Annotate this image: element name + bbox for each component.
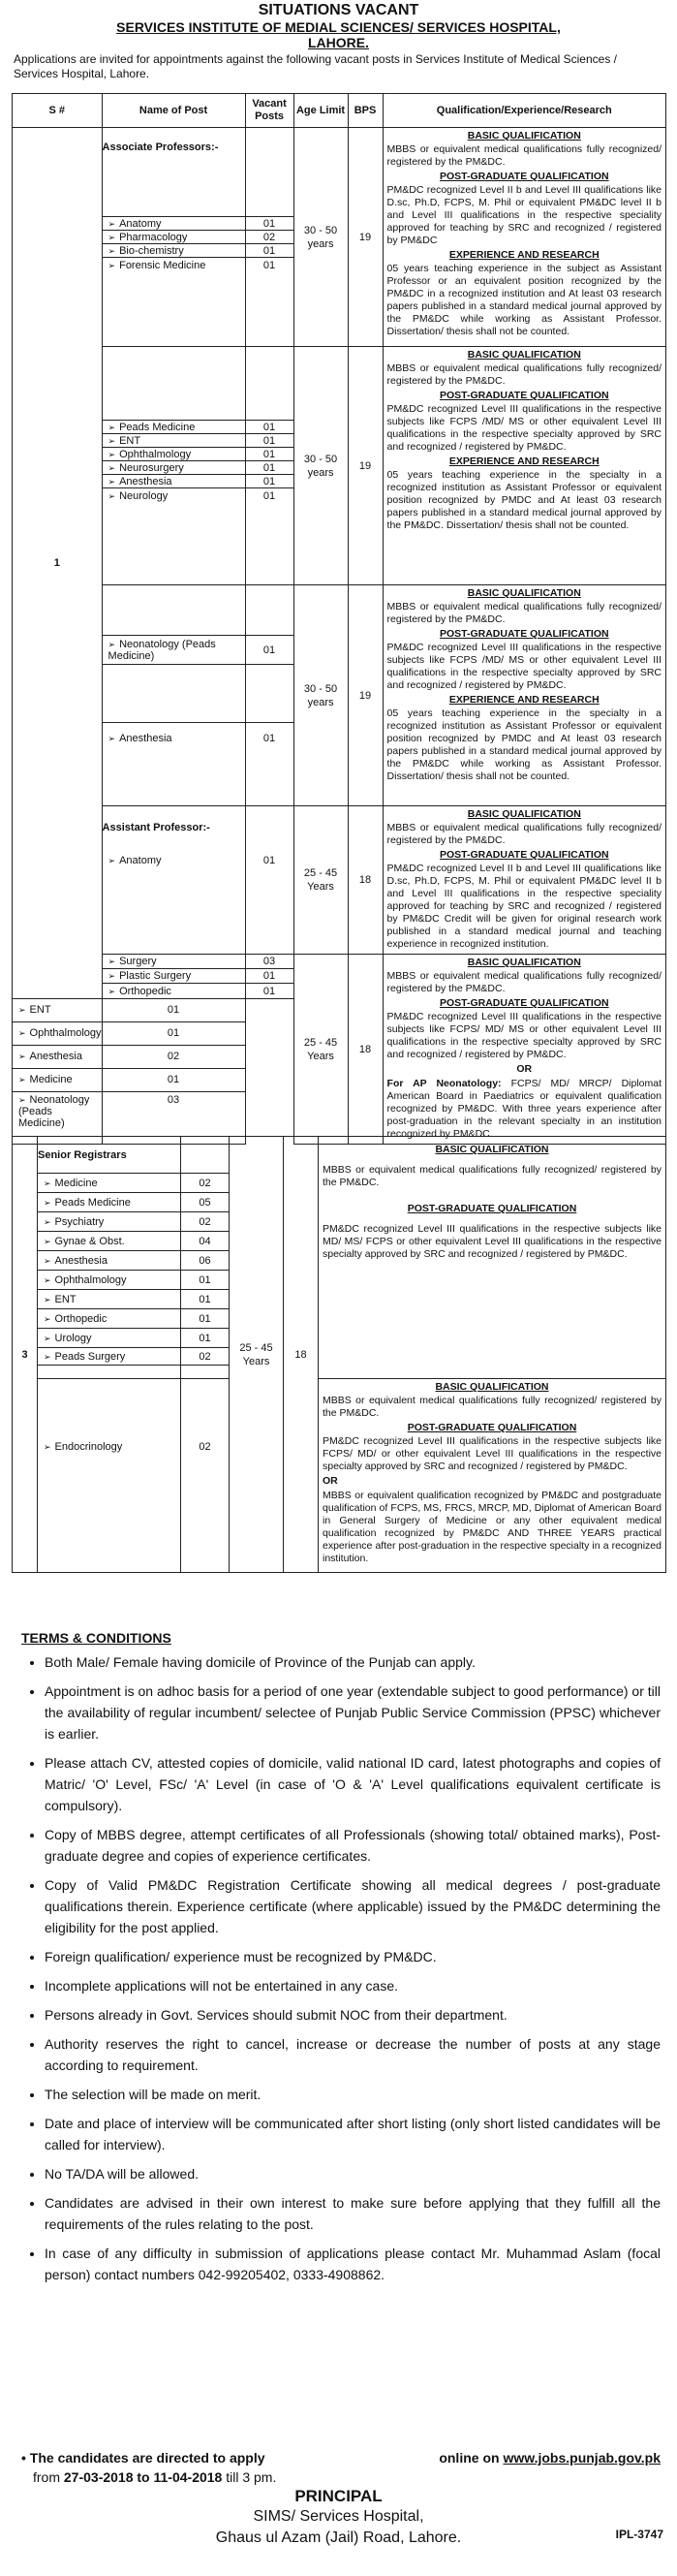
table-row: ➢ ENT 01 xyxy=(13,1290,666,1309)
list-item: • Appointment is on adhoc basis for a period of one year (extendable subject to good performance) or till the availability of regular incumbent/ selectee of Punjab Public Service Commission (PPSC) whichever is earlier. xyxy=(45,1681,661,1744)
post-name: Anesthesia xyxy=(119,733,172,744)
table-row: ➢ ENT 01 xyxy=(13,434,666,448)
post-name: Urology xyxy=(54,1332,92,1344)
or-text: OR xyxy=(323,1475,338,1487)
post-name: Pharmacology xyxy=(119,231,188,243)
bps: 18 xyxy=(284,1137,319,1573)
list-item: • No TA/DA will be allowed. xyxy=(45,2163,661,2184)
age-limit: 25 - 45 Years xyxy=(293,806,348,955)
jobs-portal-link[interactable]: www.jobs.punjab.gov.pk xyxy=(503,2450,661,2466)
vacant-count: 01 xyxy=(245,969,293,984)
qual-text: PM&DC recognized Level III qualifications in the respective subjects like FCPS/ MD/ or other equivalent Level III qualifications in the respective specialty approved by SRC and recognized / registered by PM&DC. xyxy=(323,1435,662,1472)
qual-text: 05 years teaching experience in the specialty in a recognized institution as Assistant Professor or equivalent position recognized by PMDC and At least 03 research papers published in a standard medical journal approved by the PM&DC while working as Assistant Professor. Dissertation/ thesis shall not be counted. xyxy=(386,707,662,782)
group-title: Associate Professors:- xyxy=(102,128,245,167)
qual-text: 05 years teaching experience in the specialty in a recognized institution as Assistant Professor or equivalent position recognized by PMDC and At least 03 research papers published in a standard medical journal approved by the PM&DC. Dissertation/ thesis shall not be counted. xyxy=(386,469,662,531)
qual-text: PM&DC recognized Level III qualifications in the respective subjects like FCPS/ MD/ MS or other equivalent Level III qualifications in the respective specialty approved by SRC and recognized / registered by PM&DC. xyxy=(386,1011,662,1060)
table-row: ➢ Neonatology (Peads Medicine) 03 xyxy=(13,1091,666,1144)
qual-text: 05 years teaching experience in the subject as Assistant Professor or an equivalent position recognized by the PM&DC in a recognized institution and At least 03 research papers published in a standard medical journal approved by the PM&DC while working as Assistant Professor. Dissertation/ thesis shall not be counted. xyxy=(386,263,662,337)
post-name: ENT xyxy=(54,1293,77,1305)
list-item: • Candidates are advised in their own interest to make sure before applying that they fulfill all the requirements of the rules relating to the post. xyxy=(45,2192,661,2235)
post-name: Anatomy xyxy=(119,854,162,866)
vacant-count: 01 xyxy=(102,998,245,1021)
table-row: ➢ Surgery 03 25 - 45 Years 18 BASIC QUALIFICATION MBBS or equivalent medical qualifications fully recognized/ registered by the PM&DC. POST-GRADUATE QUALIFICATION PM&DC recognized Level III qualifications in the respective subjects like FCPS/ MD/ MS or other equivalent Level III qualifications in the respective specialty approved by SRC and recognized / registered by PM&DC. OR For AP Neonatology: FCPS/ MD/ MRCP/ Diplomat American Board in Paediatrics or equivalent qualification recognized by PM&DC. With three years experience after post-graduation in the relevant specialty in an institution recognized by PM&DC. xyxy=(13,955,666,969)
table-row: ➢ Orthopedic 01 xyxy=(13,984,666,998)
vacant-count: 01 xyxy=(245,434,293,448)
vacant-count: 01 xyxy=(102,1068,245,1091)
qual-text: MBBS or equivalent medical qualifications fully recognized/ registered by the PM&DC. xyxy=(323,1164,662,1188)
age-limit: 25 - 45 Years xyxy=(230,1137,284,1573)
qual-heading: POST-GRADUATE QUALIFICATION xyxy=(439,628,609,640)
vacant-count: 02 xyxy=(181,1348,230,1366)
post-name: Neonatology (Peads Medicine) xyxy=(108,638,216,662)
list-item: • In case of any difficulty in submission of applications please contact Mr. Muhammad Aslam (focal person) contact numbers 042-99205402, 0333-4908862. xyxy=(45,2243,661,2285)
terms-section xyxy=(21,1630,661,2293)
age-limit: 30 - 50 years xyxy=(293,128,348,347)
list-item: • Both Male/ Female having domicile of Province of the Punjab can apply. xyxy=(45,1651,661,1673)
table-row: ➢ Ophthalmology 01 xyxy=(13,1271,666,1290)
table-row: ➢ Anesthesia 01 xyxy=(13,475,666,488)
post-name: Neurosurgery xyxy=(119,461,184,474)
table-row: ➢ Anesthesia 06 xyxy=(13,1251,666,1271)
qual-text: PM&DC recognized Level II b and Level III qualifications like D.sc, Ph.D, FCPS, M. Phil or equivalent PM&DC level II b and Level III qualifications in the respective speciality approved for teaching by SRC and recognized / registered by PM&DC Credit will be given for original research work published in a standard medical journal and teaching experience in recognized institution. xyxy=(386,863,662,950)
post-name: Anesthesia xyxy=(29,1051,82,1063)
bps: 18 xyxy=(348,955,383,1145)
qual-heading: EXPERIENCE AND RESEARCH xyxy=(448,456,600,467)
intro-text: Applications are invited for appointments against the following vacant posts in Services Institute of Medical Sciences / Services Hospital, Lahore. xyxy=(14,52,617,80)
qualification-cell xyxy=(383,128,665,347)
post-name: Ophthalmology xyxy=(119,448,192,460)
header xyxy=(0,0,677,81)
table-row: ➢ Ophthalmology 01 xyxy=(13,448,666,461)
qual-text: MBBS or equivalent qualification recognized by PM&DC and postgraduate qualification of FCPS, MS, FRCS, MRCP, MD, Diplomat of American Board in General Surgery of Medicine or any other equivalent medical qualification recognized by PM&DC AND THREE YEARS practical experience after post-graduation in the respective specialty in a recognized institution. xyxy=(323,1490,662,1564)
post-name: Plastic Surgery xyxy=(119,970,192,983)
post-name: Anesthesia xyxy=(54,1254,108,1267)
terms-heading: TERMS & CONDITIONS xyxy=(21,1630,171,1646)
qual-heading: POST-GRADUATE QUALIFICATION xyxy=(439,849,609,861)
table-row: ➢ Neurosurgery 01 xyxy=(13,461,666,475)
senior-registrar-table xyxy=(12,1136,666,1573)
post-name: Medicine xyxy=(54,1177,98,1189)
list-item: • Persons already in Govt. Services should submit NOC from their department. xyxy=(45,2004,661,2026)
post-name: Surgery xyxy=(119,956,157,968)
list-item: • Incomplete applications will not be entertained in any case. xyxy=(45,1975,661,1996)
post-name: Forensic Medicine xyxy=(119,260,206,271)
vacant-count: 01 xyxy=(245,475,293,488)
vacant-count: 05 xyxy=(181,1193,230,1212)
qual-text: FCPS/ MD/ MRCP/ Diplomat American Board in Paediatrics or equivalent qualification recognized by PM&DC. With three years experience after post-graduation in the relevant specialty in an institution recognized by PM&DC. xyxy=(386,1078,662,1140)
apply-from: from xyxy=(33,2469,60,2485)
vacant-count: 01 xyxy=(245,723,293,806)
qual-heading: BASIC QUALIFICATION xyxy=(467,349,581,361)
vacant-count: 01 xyxy=(245,448,293,461)
qual-text: PM&DC recognized Level III qualifications in the respective subjects like MD/ MS/ FCPS or other equivalent Level III qualifications in the respective specialty approved by SRC and recognized / registered by PM&DC. xyxy=(323,1223,662,1260)
vacant-count: 01 xyxy=(245,244,293,258)
qual-heading: BASIC QUALIFICATION xyxy=(467,957,581,968)
post-name: Orthopedic xyxy=(54,1312,108,1325)
address-line-1: SIMS/ Services Hospital, xyxy=(253,2508,424,2525)
qual-heading: BASIC QUALIFICATION xyxy=(467,587,581,599)
vacant-count: 01 xyxy=(245,217,293,231)
table-row: ➢ ENT 01 xyxy=(13,998,666,1021)
table-row: ➢ Bio-chemistry 01 xyxy=(13,244,666,258)
neonatology-lead: For AP Neonatology: xyxy=(386,1078,502,1089)
qual-text: MBBS or equivalent medical qualifications fully recognized/ registered by the PM&DC. xyxy=(386,822,662,846)
apply-instructions: • The candidates are directed to apply online on www.jobs.punjab.gov.pk from 27-03-2018 to 11-04-2018 till 3 pm. xyxy=(21,2450,661,2485)
vacant-count: 01 xyxy=(181,1329,230,1348)
vacant-count: 01 xyxy=(245,461,293,475)
group-title: Senior Registrars xyxy=(38,1137,181,1174)
qualification-cell xyxy=(319,1379,666,1573)
post-name: Gynae & Obst. xyxy=(54,1235,125,1247)
qualification-cell xyxy=(383,347,665,585)
post-name: Peads Surgery xyxy=(54,1350,126,1363)
table-row: ➢ Gynae & Obst. 04 xyxy=(13,1232,666,1251)
vacant-count: 06 xyxy=(181,1251,230,1271)
vacant-count: 04 xyxy=(181,1232,230,1251)
age-limit: 30 - 50 years xyxy=(293,347,348,585)
qualification-cell xyxy=(383,806,665,955)
table-row: ➢ Forensic Medicine 01 xyxy=(13,258,666,347)
col-age: Age Limit xyxy=(293,94,348,128)
col-post: Name of Post xyxy=(102,94,245,128)
qual-heading: BASIC QUALIFICATION xyxy=(467,808,581,820)
table-row: ➢ Psychiatry 02 xyxy=(13,1212,666,1232)
vacant-count: 02 xyxy=(181,1437,230,1457)
post-name: Endocrinology xyxy=(54,1440,123,1453)
qual-text: MBBS or equivalent medical qualifications fully recognized/ registered by the PM&DC. xyxy=(386,601,662,625)
post-name: Peads Medicine xyxy=(54,1196,131,1209)
post-name: Anatomy xyxy=(119,217,162,230)
post-name: Neonatology (Peads Medicine) xyxy=(18,1093,90,1129)
vacant-count: 02 xyxy=(181,1174,230,1193)
qualification-cell xyxy=(383,955,665,1145)
col-qualification: Qualification/Experience/Research xyxy=(383,94,665,128)
list-item: • The selection will be made on merit. xyxy=(45,2084,661,2105)
vacant-count: 01 xyxy=(102,1021,245,1045)
apply-online: online on xyxy=(439,2450,500,2466)
institution-name: SERVICES INSTITUTE OF MEDIAL SCIENCES/ SERVICES HOSPITAL, xyxy=(116,19,561,35)
age-limit: 25 - 45 Years xyxy=(293,955,348,1145)
list-item: • Copy of Valid PM&DC Registration Certificate showing all medical degrees / post-graduate qualifications therein. Experience certificate (where applicable) issued by the PM&DC determining the eligibility for the post applied. xyxy=(45,1874,661,1938)
post-name: Ophthalmology xyxy=(54,1273,127,1286)
table-row: ➢ Plastic Surgery 01 xyxy=(13,969,666,984)
table-row: ➢ Anatomy 01 xyxy=(13,217,666,231)
vacant-count: 01 xyxy=(245,636,293,665)
table-row: ➢ Anesthesia 01 xyxy=(13,723,666,806)
group-number: 1 xyxy=(13,128,103,999)
vacant-count: 01 xyxy=(245,421,293,434)
table-row: ➢ Neonatology (Peads Medicine) 01 xyxy=(13,636,666,665)
vacant-count: 03 xyxy=(102,1091,245,1144)
qual-text: MBBS or equivalent medical qualifications fully recognized/ registered by the PM&DC. xyxy=(323,1395,662,1419)
group-number: 3 xyxy=(13,1137,38,1573)
vacancy-table xyxy=(12,93,666,1145)
vacant-count: 01 xyxy=(181,1309,230,1329)
qual-heading: POST-GRADUATE QUALIFICATION xyxy=(439,390,609,401)
bps: 19 xyxy=(348,347,383,585)
col-sno: S # xyxy=(13,94,103,128)
table-row: ➢ Urology 01 xyxy=(13,1329,666,1348)
ipl-code: IPL-3747 xyxy=(615,2528,663,2541)
post-name: Ophthalmology xyxy=(29,1027,102,1040)
post-name: Psychiatry xyxy=(54,1215,105,1228)
post-name: ENT xyxy=(29,1004,51,1017)
age-limit: 30 - 50 years xyxy=(293,585,348,806)
vacant-count: 01 xyxy=(181,1271,230,1290)
table-row: ➢ Medicine 02 xyxy=(13,1174,666,1193)
table-row: ➢ Neurology 01 xyxy=(13,488,666,585)
qual-heading: EXPERIENCE AND RESEARCH xyxy=(448,249,600,261)
bps: 18 xyxy=(348,806,383,955)
post-name: Medicine xyxy=(29,1074,73,1086)
or-text: OR xyxy=(516,1063,533,1075)
bps: 19 xyxy=(348,585,383,806)
signatory-title: PRINCIPAL xyxy=(294,2487,383,2505)
qualification-cell xyxy=(383,585,665,806)
table-row: ➢ Medicine 01 xyxy=(13,1068,666,1091)
apply-dates: 27-03-2018 to 11-04-2018 xyxy=(63,2469,223,2485)
footer xyxy=(0,2487,677,2549)
qual-text: PM&DC recognized Level III qualifications in the respective subjects like FCPS /MD/ MS or other equivalent Level III qualifications in the respective specialty approved by SRC and recognized / registered by PM&DC. xyxy=(386,642,662,691)
post-name: Neurology xyxy=(119,490,169,502)
list-item: • Copy of MBBS degree, attempt certificates of all Professionals (showing total/ obtained marks), Post-graduate degree and copies of experience certificates. xyxy=(45,1824,661,1867)
qual-text: MBBS or equivalent medical qualifications fully recognized/ registered by the PM&DC. xyxy=(386,143,662,168)
table-row: ➢ Peads Medicine 05 xyxy=(13,1193,666,1212)
col-vacant: Vacant Posts xyxy=(245,94,293,128)
qual-text: PM&DC recognized Level II b and Level III qualifications like D.sc, Ph.D, FCPS, M. Phil or equivalent PM&DC level II b and Level III qualifications in the respective speciality approved for teaching by SRC and recognized / registered by PM&DC xyxy=(386,184,662,246)
qual-text: MBBS or equivalent medical qualifications fully recognized/ registered by the PM&DC. xyxy=(386,970,662,994)
vacant-count: 02 xyxy=(181,1212,230,1232)
post-name: Bio-chemistry xyxy=(119,244,184,257)
post-name: Anesthesia xyxy=(119,475,172,487)
page-title: SITUATIONS VACANT xyxy=(258,2,419,18)
list-item: • Foreign qualification/ experience must be recognized by PM&DC. xyxy=(45,1946,661,1967)
table-row: ➢ Pharmacology 02 xyxy=(13,231,666,244)
qual-heading: POST-GRADUATE QUALIFICATION xyxy=(407,1203,577,1214)
institution-city: LAHORE. xyxy=(308,35,369,50)
table-row: ➢ Peads Medicine 01 xyxy=(13,421,666,434)
apply-till: till 3 pm. xyxy=(226,2469,277,2485)
vacant-count: 03 xyxy=(245,955,293,969)
vacant-count: 01 xyxy=(245,488,293,585)
post-name: Orthopedic xyxy=(119,985,171,997)
qual-text: PM&DC recognized Level III qualifications in the respective subjects like FCPS /MD/ MS or other equivalent Level III qualifications in the respective specialty approved by SRC and recognized / registered by PM&DC. xyxy=(386,403,662,453)
table-row: ➢ Anatomy 01 xyxy=(13,850,666,872)
bps: 19 xyxy=(348,128,383,347)
qual-heading: POST-GRADUATE QUALIFICATION xyxy=(407,1422,577,1433)
qual-heading: EXPERIENCE AND RESEARCH xyxy=(448,694,600,706)
table-header-row xyxy=(13,94,666,128)
address-line-2: Ghaus ul Azam (Jail) Road, Lahore. xyxy=(215,2529,462,2546)
qualification-cell xyxy=(319,1137,666,1379)
post-name: Peads Medicine xyxy=(119,421,196,433)
vacant-count: 02 xyxy=(245,231,293,244)
vacant-count: 01 xyxy=(245,850,293,872)
qual-heading: POST-GRADUATE QUALIFICATION xyxy=(439,997,609,1009)
list-item: • Date and place of interview will be communicated after short listing (only short listed candidates will be called for interview). xyxy=(45,2113,661,2155)
vacant-count: 02 xyxy=(102,1045,245,1068)
group-title: Assistant Professor:- xyxy=(102,806,245,850)
table-row: ➢ Peads Surgery 02 xyxy=(13,1348,666,1366)
table-row: ➢ Endocrinology 02 xyxy=(13,1437,666,1457)
table-row: ➢ Anesthesia 02 xyxy=(13,1045,666,1068)
vacant-count: 01 xyxy=(245,984,293,998)
qual-heading: BASIC QUALIFICATION xyxy=(435,1144,549,1155)
vacant-count: 01 xyxy=(245,258,293,347)
table-row: ➢ Ophthalmology 01 xyxy=(13,1021,666,1045)
apply-lead: The candidates are directed to apply xyxy=(29,2450,265,2466)
qual-text: MBBS or equivalent medical qualifications fully recognized/ registered by the PM&DC. xyxy=(386,362,662,387)
vacant-count: 01 xyxy=(181,1290,230,1309)
list-item: • Authority reserves the right to cancel, increase or decrease the number of posts at any stage according to requirement. xyxy=(45,2033,661,2076)
qual-heading: BASIC QUALIFICATION xyxy=(467,130,581,141)
table-row: ➢ Orthopedic 01 xyxy=(13,1309,666,1329)
list-item: • Please attach CV, attested copies of domicile, valid national ID card, latest photographs and copies of Matric/ 'O' Level, FSc/ 'A' Level (in case of 'O & 'A' Level qualifications equivalent certificate is compulsory). xyxy=(45,1752,661,1816)
terms-list xyxy=(21,1651,661,2285)
qual-heading: BASIC QUALIFICATION xyxy=(435,1381,549,1393)
col-bps: BPS xyxy=(348,94,383,128)
post-name: ENT xyxy=(119,434,141,447)
qual-heading: POST-GRADUATE QUALIFICATION xyxy=(439,171,609,182)
